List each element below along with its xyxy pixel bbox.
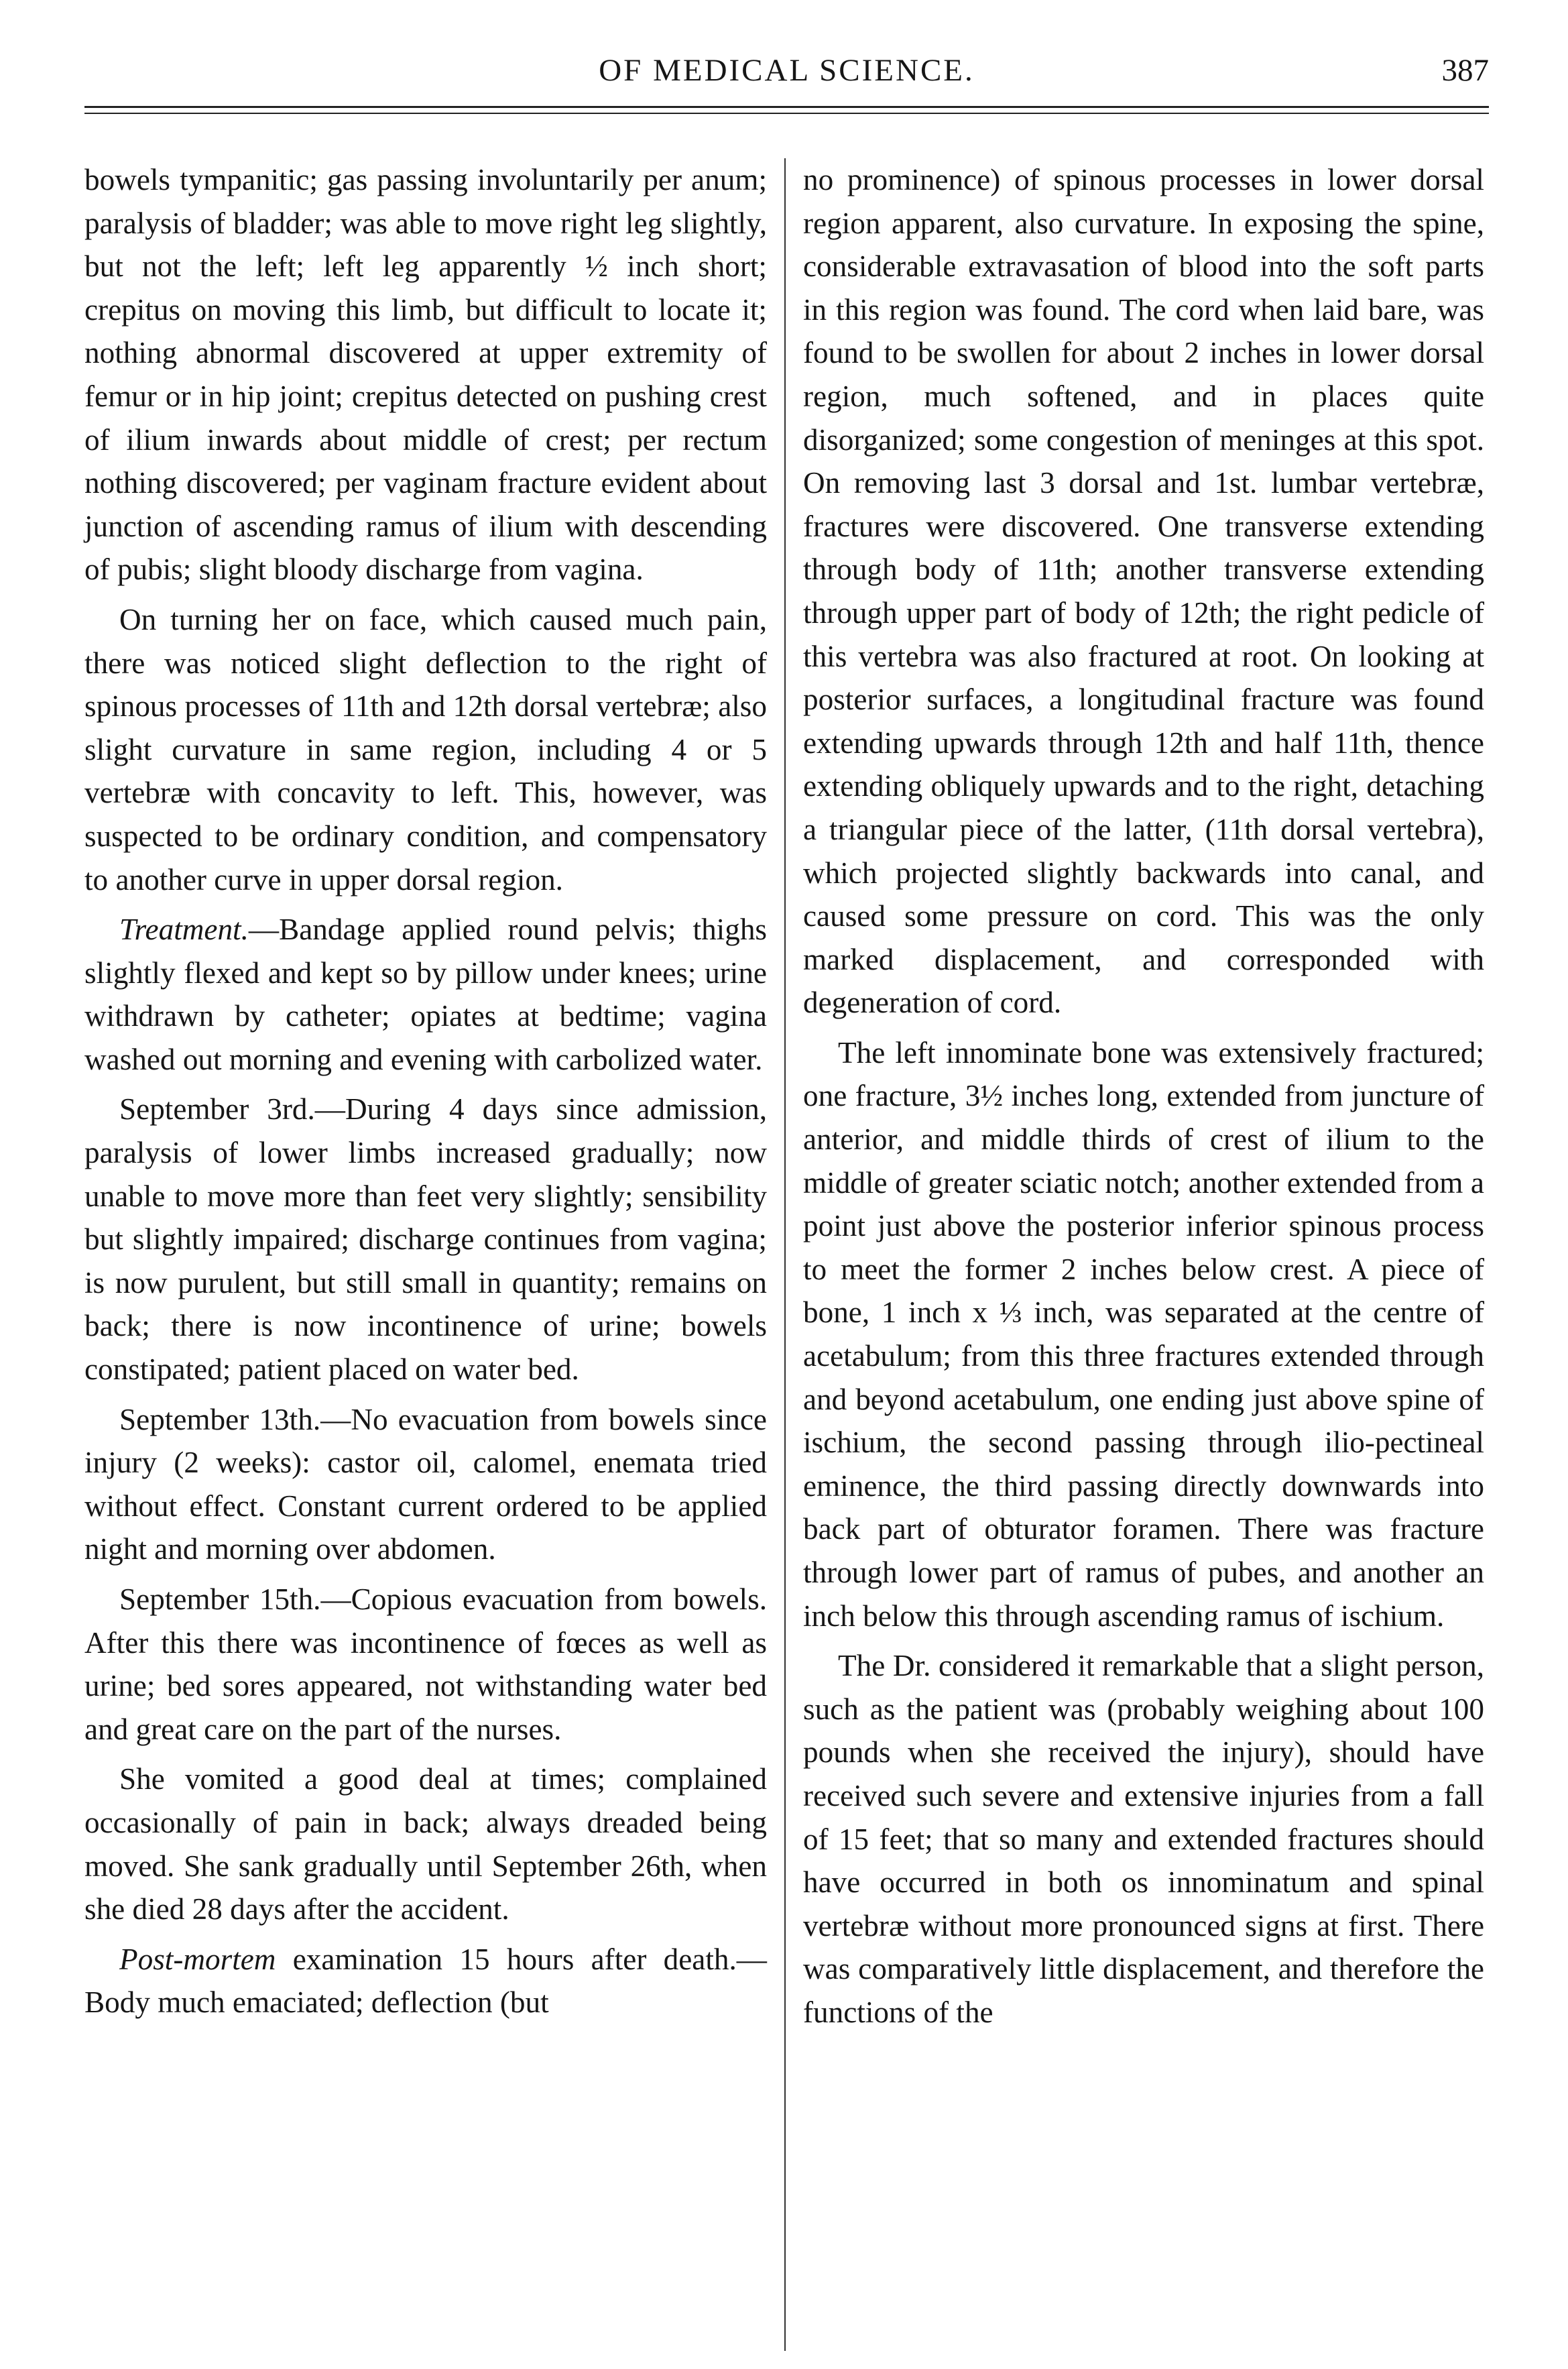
paragraph: The left innominate bone was extensively fractured; one fracture, 3½ inches long, extended from juncture of anterior, and middle thirds of crest of ilium to the middle of greater sciatic notch; another extended from a point just above the posterior inferior spinous process to meet the former 2 inches below crest. A piece of bone, 1 inch x ⅓ inch, was separated at the centre of acetabulum; from this three fractures extended through and beyond acetabulum, one ending just above spine of ischium, the second passing through ilio-pectineal eminence, the third passing directly downwards into back part of obturator foramen. There was fracture through lower part of ramus of pubes, and another an inch below this through ascending ramus of ischium. bbox=[803, 1035, 1484, 1633]
column-divider bbox=[784, 158, 786, 2351]
paragraph: September 13th.—No evacuation from bowels since injury (2 weeks): castor oil, calomel, enemata tried without effect. Constant current ordered to be applied night and morning over abdomen. bbox=[84, 1402, 767, 1566]
paragraph: On turning her on face, which caused much pain, there was noticed slight deflection to the right of spinous processes of 11th and 12th dorsal vertebræ; also slight curvature in same region, including 4 or 5 vertebræ with concavity to left. This, however, was suspected to be ordinary condition, and compensatory to another curve in upper dorsal region. bbox=[84, 602, 767, 897]
paragraph: September 15th.—Copious evacuation from bowels. After this there was incontinence of fœces as well as urine; bed sores appeared, not withstanding water bed and great care on the part of the nurses. bbox=[84, 1582, 767, 1746]
header-rule-top bbox=[84, 106, 1489, 108]
paragraph: bowels tympanitic; gas passing involuntarily per anum; paralysis of bladder; was able to move right leg slightly, but not the left; left leg apparently ½ inch short; crepitus on moving this limb, but difficult to locate it; nothing abnormal discovered at upper extremity of femur or in hip joint; crepitus detected on pushing crest of ilium inwards about middle of crest; per rectum nothing discovered; per vaginam fracture evident about junction of ascending ramus of ilium with descending of pubis; slight bloody discharge from vagina. bbox=[84, 163, 767, 587]
paragraph: no prominence) of spinous processes in lower dorsal region apparent, also curvature. In exposing the spine, considerable extravasation of blood into the soft parts in this region was found. The cord when laid bare, was found to be swollen for about 2 inches in lower dorsal region, much softened, and in places quite disorganized; some congestion of meninges at this spot. On removing last 3 dorsal and 1st. lumbar vertebræ, fractures were discovered. One transverse extending through body of 11th; another transverse extending through upper part of body of 12th; the right pedicle of this vertebra was also fractured at root. On looking at posterior surfaces, a longitudinal fracture was found extending upwards through 12th and half 11th, thence extending obliquely upwards and to the right, detaching a triangular piece of the latter, (11th dorsal vertebra), which projected slightly backwards into canal, and caused some pressure on cord. This was the only marked displacement, and corresponded with degeneration of cord. bbox=[803, 163, 1484, 1020]
running-head bbox=[84, 52, 1489, 101]
running-title: OF MEDICAL SCIENCE. bbox=[599, 53, 975, 88]
paragraph: The Dr. considered it remarkable that a slight person, such as the patient was (probably weighing about 100 pounds when she received the injury), should have received such severe and extensive injuries from a fall of 15 feet; that so many and extended fractures should have occurred in both os innominatum and spinal vertebræ without more pronounced signs at first. There was comparatively little displacement, and therefore the functions of the bbox=[803, 1649, 1484, 2029]
paragraph: She vomited a good deal at times; complained occasionally of pain in back; always dreaded being moved. She sank gradually until September 26th, when she died 28 days after the accident. bbox=[84, 1762, 767, 1926]
header-rule-bottom bbox=[84, 113, 1489, 114]
paragraph-lead: Post-mortem bbox=[119, 1942, 276, 1976]
paragraph bbox=[84, 908, 767, 1081]
paragraph bbox=[84, 1938, 767, 2024]
right-column bbox=[803, 158, 1484, 2041]
paragraph: September 3rd.—During 4 days since admission, paralysis of lower limbs increased gradually; now unable to move more than feet very slightly; sensibility but slightly impaired; discharge continues from vagina; is now purulent, but still small in quantity; remains on back; there is now incontinence of urine; bowels constipated; patient placed on water bed. bbox=[84, 1092, 767, 1387]
left-column bbox=[84, 158, 767, 2031]
paragraph-lead: Treatment. bbox=[119, 913, 249, 947]
paragraph-text: —Bandage applied round pelvis; thighs slightly flexed and kept so by pillow under knees; urine withdrawn by catheter; opiates at bedtime; vagina washed out morning and evening with carbolized water. bbox=[84, 913, 767, 1076]
paragraph-text: examination 15 hours after death.—Body much emaciated; deflection (but bbox=[84, 1942, 767, 2020]
page-number: 387 bbox=[1441, 53, 1489, 88]
